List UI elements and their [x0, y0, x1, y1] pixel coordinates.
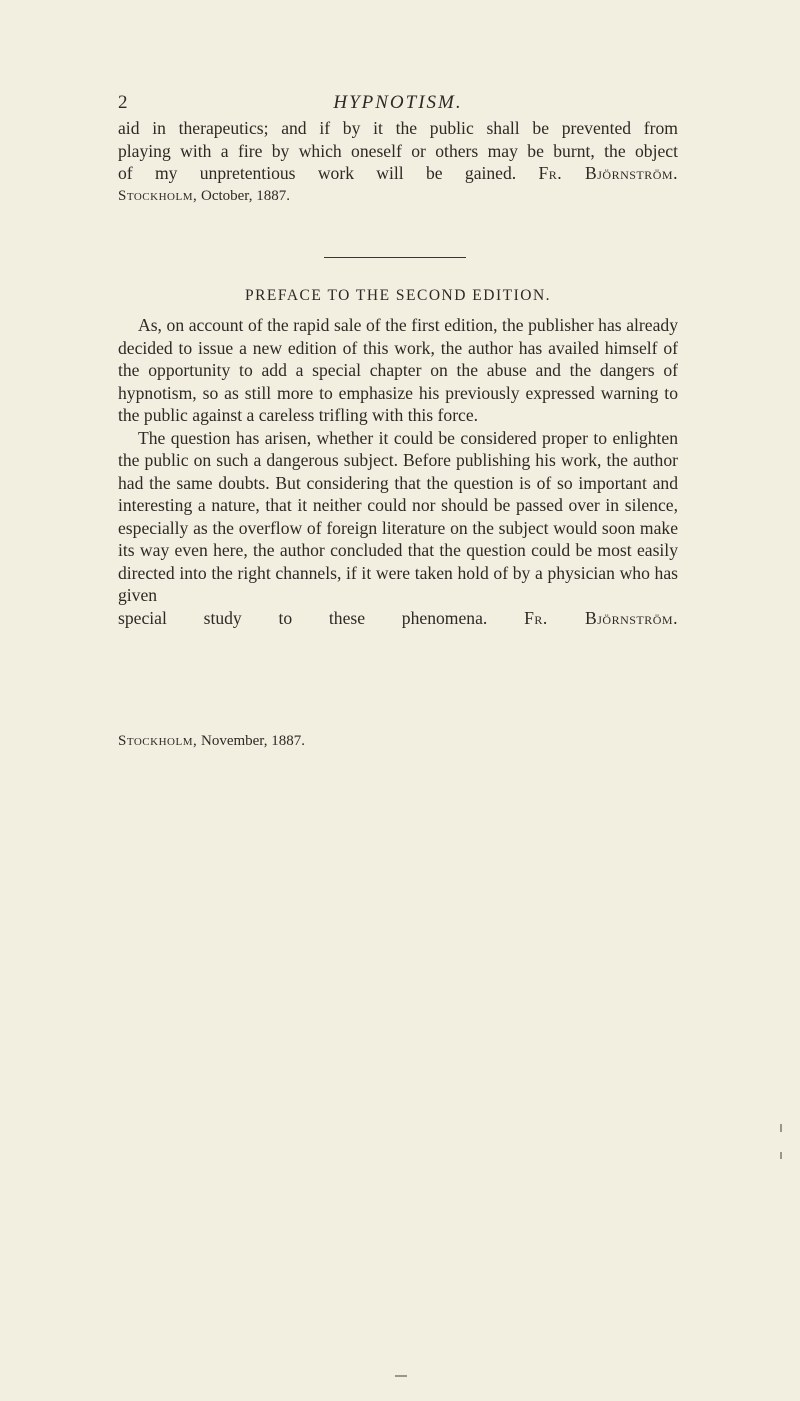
- preface-place-date: [118, 733, 305, 750]
- intro-last-line: [118, 162, 678, 185]
- preface-last-line: [118, 607, 678, 630]
- preface-signature: Fr. Björnström.: [524, 607, 678, 628]
- intro-signature: Fr. Björnström.: [538, 163, 678, 183]
- intro-paragraph: [118, 117, 678, 207]
- intro-place: Stockholm,: [118, 187, 198, 204]
- intro-line-1: aid in therapeutics; and if by it the public shall be prevented from: [118, 118, 678, 138]
- preface-last-line-text: special study to these phenomena.: [118, 607, 488, 628]
- preface-paragraph-1: As, on account of the rapid sale of the first edition, the publisher has already decided to issue a new edition of this work, the author has availed himself of the opportunity to add a special chapter on the abuse and the dangers of hypnotism, so as still more to emphasize his previously expressed warning to the public against a careless trifling with this force.: [118, 315, 678, 425]
- preface-body: [118, 314, 678, 629]
- intro-date: October, 1887.: [200, 187, 290, 204]
- paper-speck: [780, 1152, 782, 1159]
- page-number: 2: [118, 92, 128, 113]
- preface-date: November, 1887.: [200, 733, 305, 749]
- intro-line-2: playing with a fire by which oneself or others may be burnt, the object: [118, 140, 678, 161]
- intro-last-line-text: of my unpretentious work will be gained.: [118, 163, 517, 183]
- intro-place-date: [118, 185, 678, 208]
- paper-speck: [395, 1375, 407, 1377]
- preface-paragraph-2: The question has arisen, whether it could be considered proper to enlighten the public on such a dangerous subject. Before publishing his work, the author had the same doubts. But considering that the question is of so important and interesting a nature, that it neither could nor should be passed over in silence, especially as the overflow of foreign literature on the subject would soon make its way even here, the author concluded that the question could be most easily directed into the right channels, if it were taken hold of by a physician who has given: [118, 427, 678, 605]
- running-head: [118, 92, 678, 116]
- preface-heading: PREFACE TO THE SECOND EDITION.: [244, 287, 552, 304]
- running-title: HYPNOTISM.: [333, 92, 463, 113]
- section-divider: [324, 257, 466, 258]
- paper-speck: [780, 1124, 782, 1132]
- preface-place: Stockholm,: [118, 733, 198, 749]
